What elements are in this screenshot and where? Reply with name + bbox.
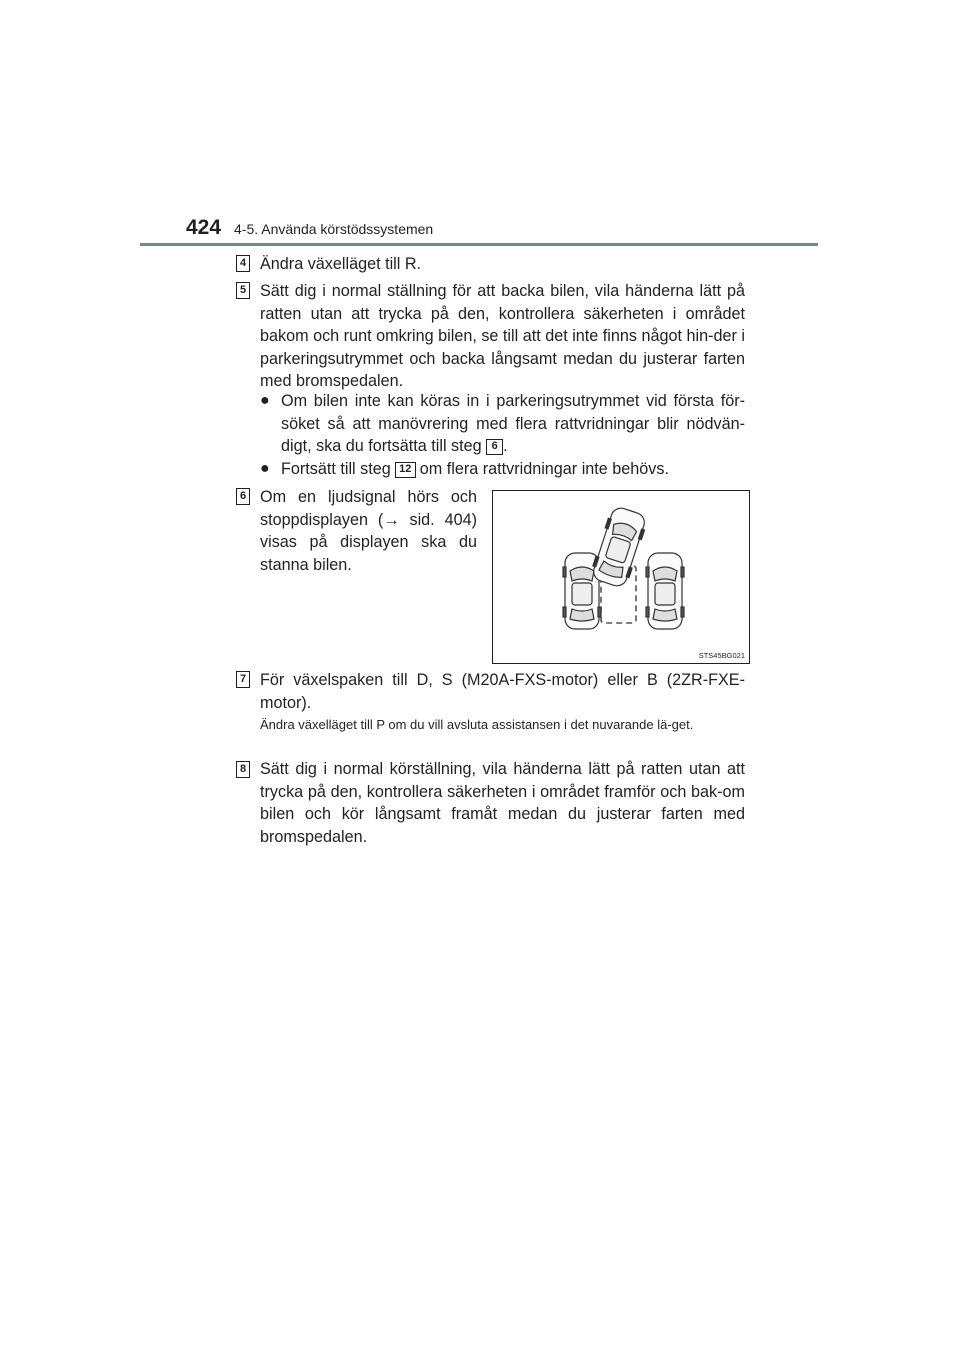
step-6-badge: 6 xyxy=(236,488,250,505)
figure-code: STS45BG021 xyxy=(698,651,745,660)
bullet-1-text: Om bilen inte kan köras in i parkeringsutrymmet vid första för-söket så att manövrering med flera rattvridningar blir nödvän-digt, ska du fortsätta till steg 6 . xyxy=(281,392,745,455)
step-5-bullet-1 xyxy=(260,390,745,458)
step-7-note: Ändra växelläget till P om du vill avsluta assistansen i det nuvarande lä-get. xyxy=(260,717,694,732)
right-car xyxy=(646,553,684,629)
step-5-text: Sätt dig i normal ställning för att backa bilen, vila händerna lätt på ratten utan att trycka på den, kontrollera säkerheten i området bakom och runt omkring bilen, se till att det inte finns något hin-der i parkeringsutrymmet och backa långsamt medan du justerar farten med bromspedalen. xyxy=(260,282,745,390)
step-ref-12[interactable]: 12 xyxy=(395,462,416,478)
reversing-car xyxy=(589,505,649,589)
parking-illustration xyxy=(493,491,749,663)
step-8-text: Sätt dig i normal körställning, vila händerna lätt på ratten utan att trycka på den, kontrollera säkerheten i området framför och bak-om bilen och kör långsamt framåt medan du justerar farten med bromspedalen. xyxy=(260,760,745,846)
step-ref-6[interactable]: 6 xyxy=(486,439,503,455)
step-4-text: Ändra växelläget till R. xyxy=(260,255,422,273)
bullet-2-text: Fortsätt till steg 12 om flera rattvridningar inte behövs. xyxy=(281,460,669,478)
arrow-icon: → xyxy=(383,510,400,529)
step-7-text: För växelspaken till D, S (M20A-FXS-motor) eller B (2ZR-FXE-motor). xyxy=(260,671,745,712)
bullet-dot: ● xyxy=(260,392,270,409)
page-number: 424 xyxy=(186,216,222,239)
step-6-text: Om en ljudsignal hörs och stoppdisplayen (→ sid. 404) visas på displayen ska du stanna bilen. xyxy=(260,488,477,574)
step-7-badge: 7 xyxy=(236,671,250,688)
step-8-badge: 8 xyxy=(236,761,250,778)
step-5-badge: 5 xyxy=(236,282,250,299)
bullet-dot: ● xyxy=(260,460,270,477)
step-5-bullet-2 xyxy=(260,458,745,481)
section-title: 4-5. Använda körstödssystemen xyxy=(234,221,434,237)
step-4-badge: 4 xyxy=(236,255,250,272)
parking-figure xyxy=(492,490,750,664)
header-rule xyxy=(140,243,818,246)
